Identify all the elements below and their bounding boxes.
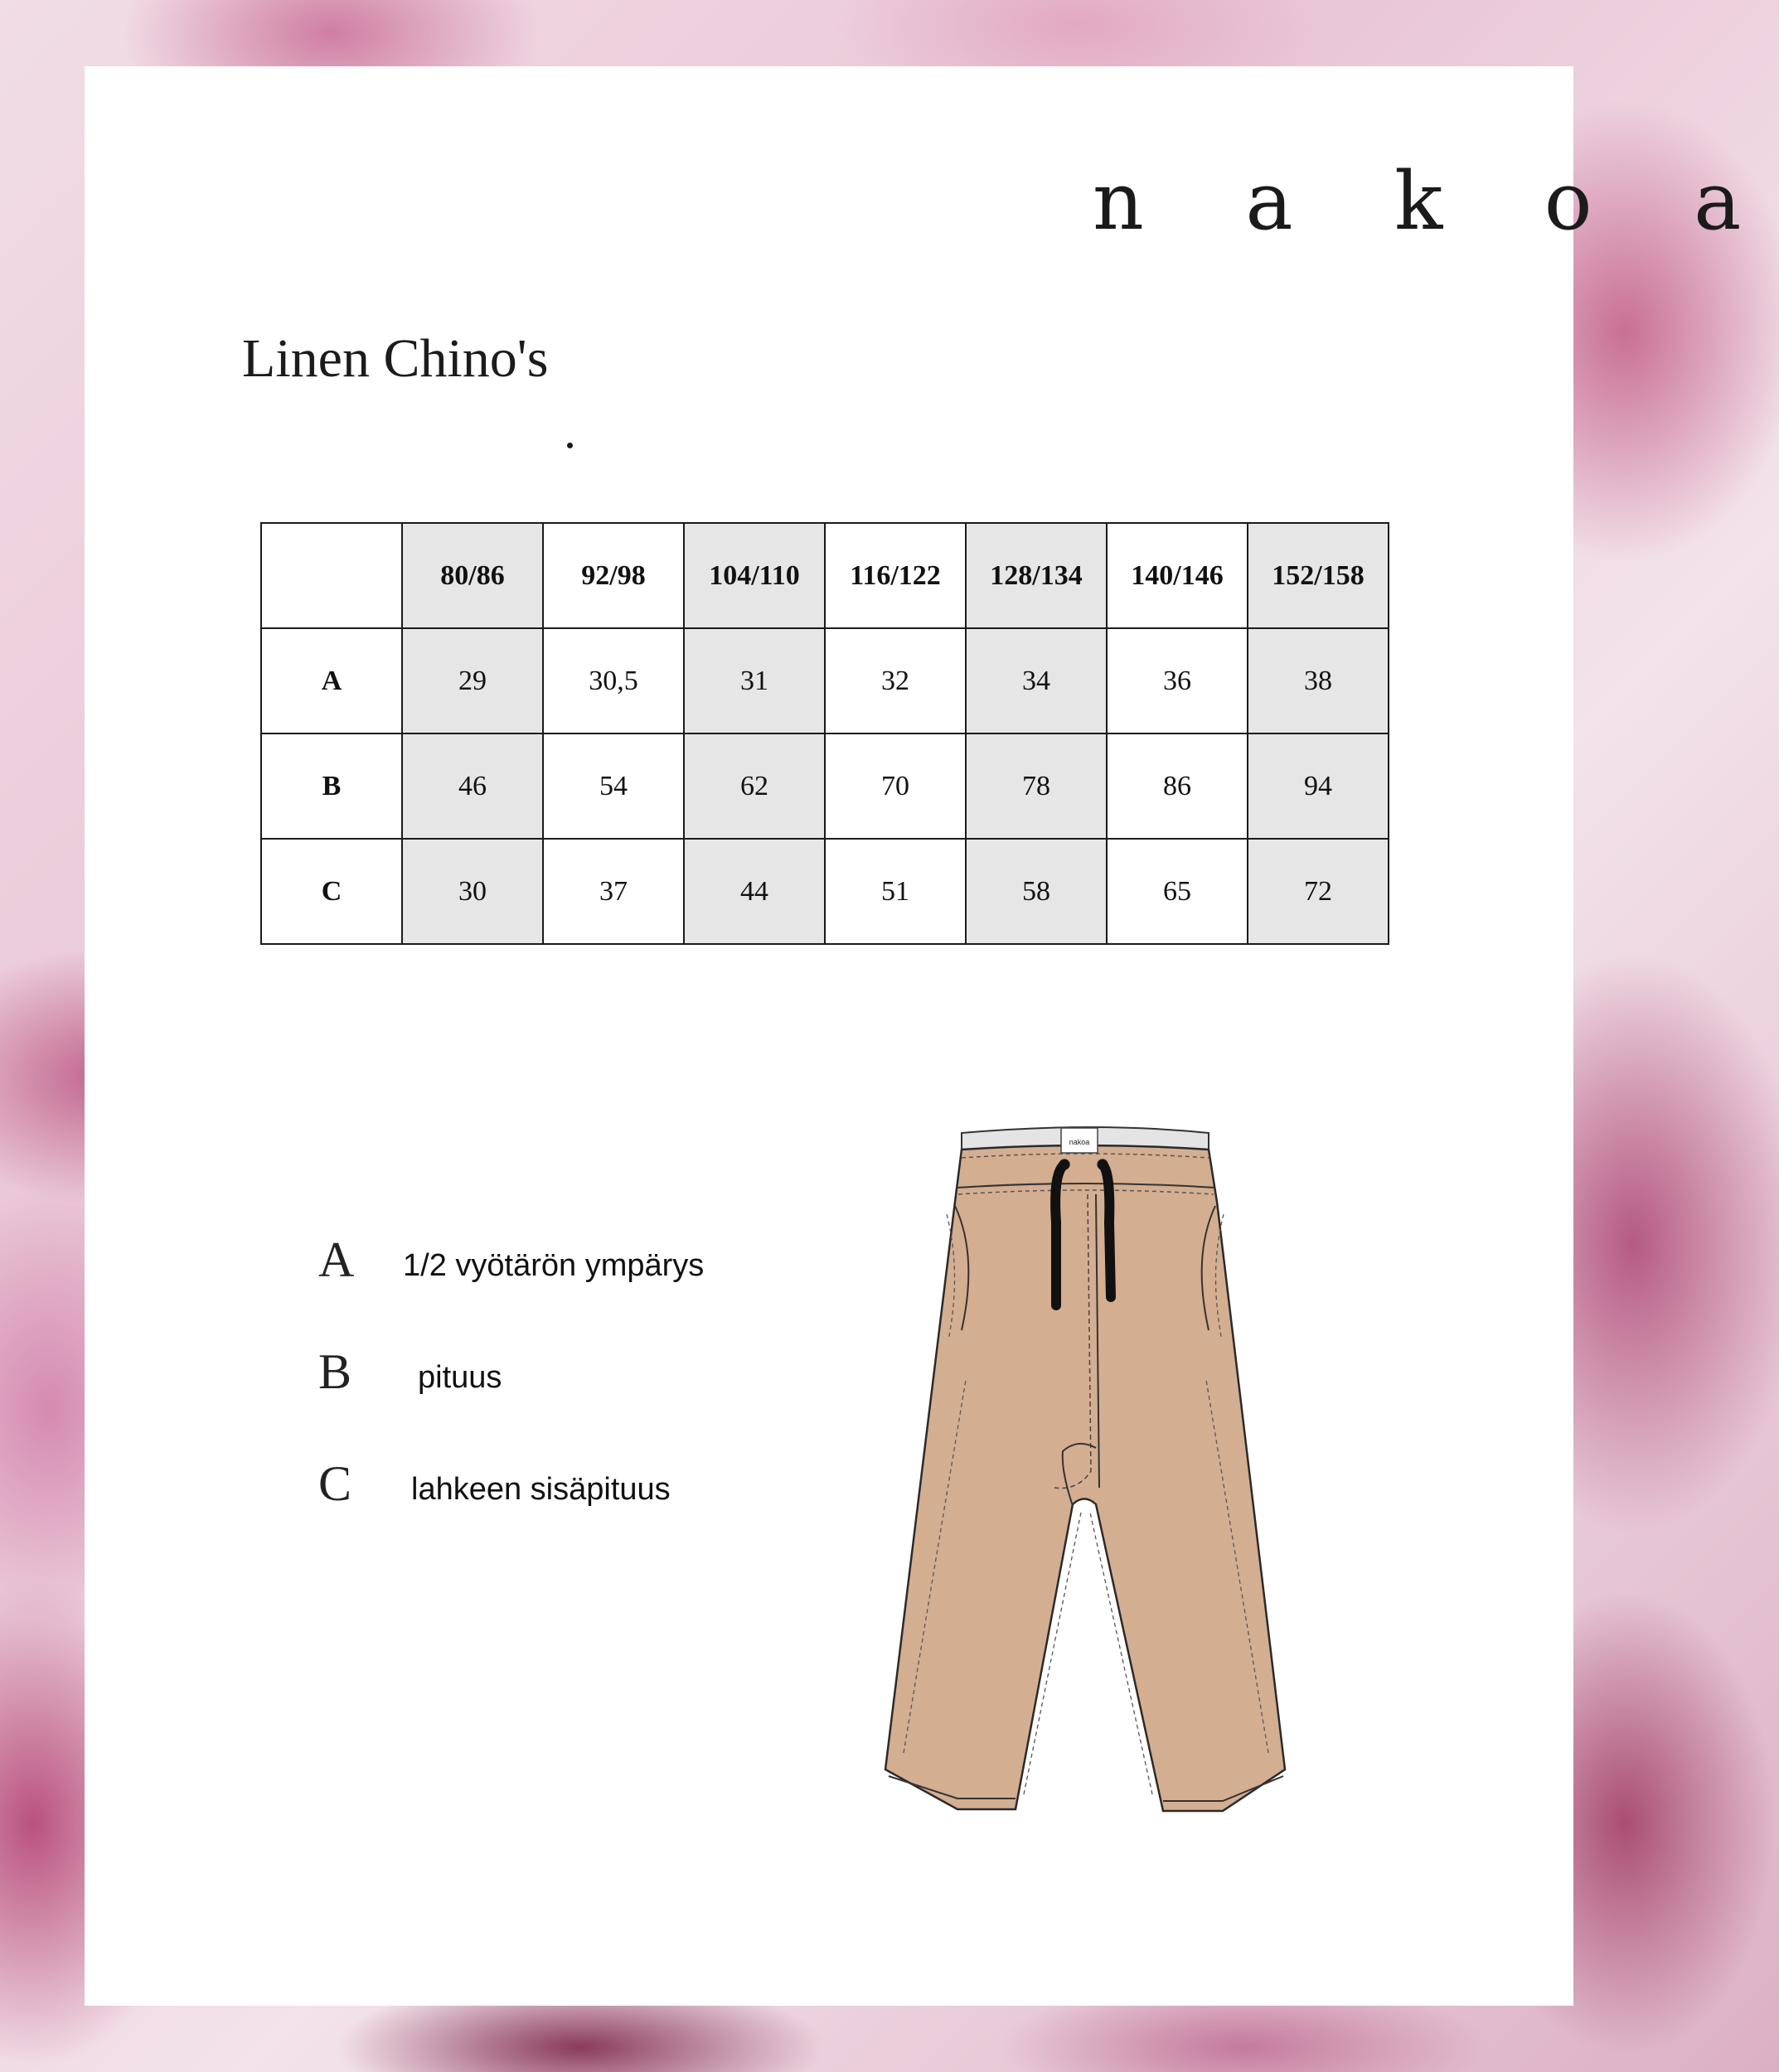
table-cell: 29: [402, 628, 543, 733]
size-header: 140/146: [1107, 523, 1248, 628]
table-cell: 37: [543, 839, 684, 944]
row-label: C: [261, 839, 402, 944]
stray-dot: [567, 443, 573, 448]
size-header: 104/110: [684, 523, 825, 628]
table-cell: 72: [1248, 839, 1389, 944]
table-header-row: [261, 523, 1389, 628]
legend-letter: C: [318, 1456, 352, 1511]
table-cell: 54: [543, 733, 684, 839]
table-cell: 30: [402, 839, 543, 944]
legend-text: lahkeen sisäpituus: [411, 1472, 671, 1507]
table-corner-cell: [261, 523, 402, 628]
table-cell: 70: [825, 733, 966, 839]
legend-text: pituus: [418, 1360, 502, 1395]
legend-letter: B: [318, 1344, 352, 1399]
table-cell: 65: [1107, 839, 1248, 944]
row-label: B: [261, 733, 402, 839]
table-cell: 94: [1248, 733, 1389, 839]
table-row: [261, 628, 1389, 733]
size-header: 116/122: [825, 523, 966, 628]
page-title: Linen Chino's: [242, 328, 549, 389]
size-header: 80/86: [402, 523, 543, 628]
table-cell: 44: [684, 839, 825, 944]
table-row: [261, 733, 1389, 839]
table-cell: 86: [1107, 733, 1248, 839]
size-header: 92/98: [543, 523, 684, 628]
table-cell: 46: [402, 733, 543, 839]
table-cell: 78: [966, 733, 1107, 839]
table-cell: 51: [825, 839, 966, 944]
size-header: 152/158: [1248, 523, 1389, 628]
brand-logo: n a k o a: [1093, 155, 1779, 248]
pants-illustration: [879, 1123, 1293, 1819]
table-cell: 32: [825, 628, 966, 733]
legend-letter: A: [318, 1232, 355, 1287]
table-cell: 31: [684, 628, 825, 733]
table-cell: 62: [684, 733, 825, 839]
waist-tag-text: nakoa: [1069, 1138, 1090, 1146]
table-cell: 34: [966, 628, 1107, 733]
table-cell: 58: [966, 839, 1107, 944]
size-header: 128/134: [966, 523, 1107, 628]
size-chart-table: [260, 522, 1389, 945]
row-label: A: [261, 628, 402, 733]
table-cell: 30,5: [543, 628, 684, 733]
table-cell: 38: [1248, 628, 1389, 733]
legend-text: 1/2 vyötärön ympärys: [403, 1248, 705, 1283]
table-cell: 36: [1107, 628, 1248, 733]
table-row: [261, 839, 1389, 944]
